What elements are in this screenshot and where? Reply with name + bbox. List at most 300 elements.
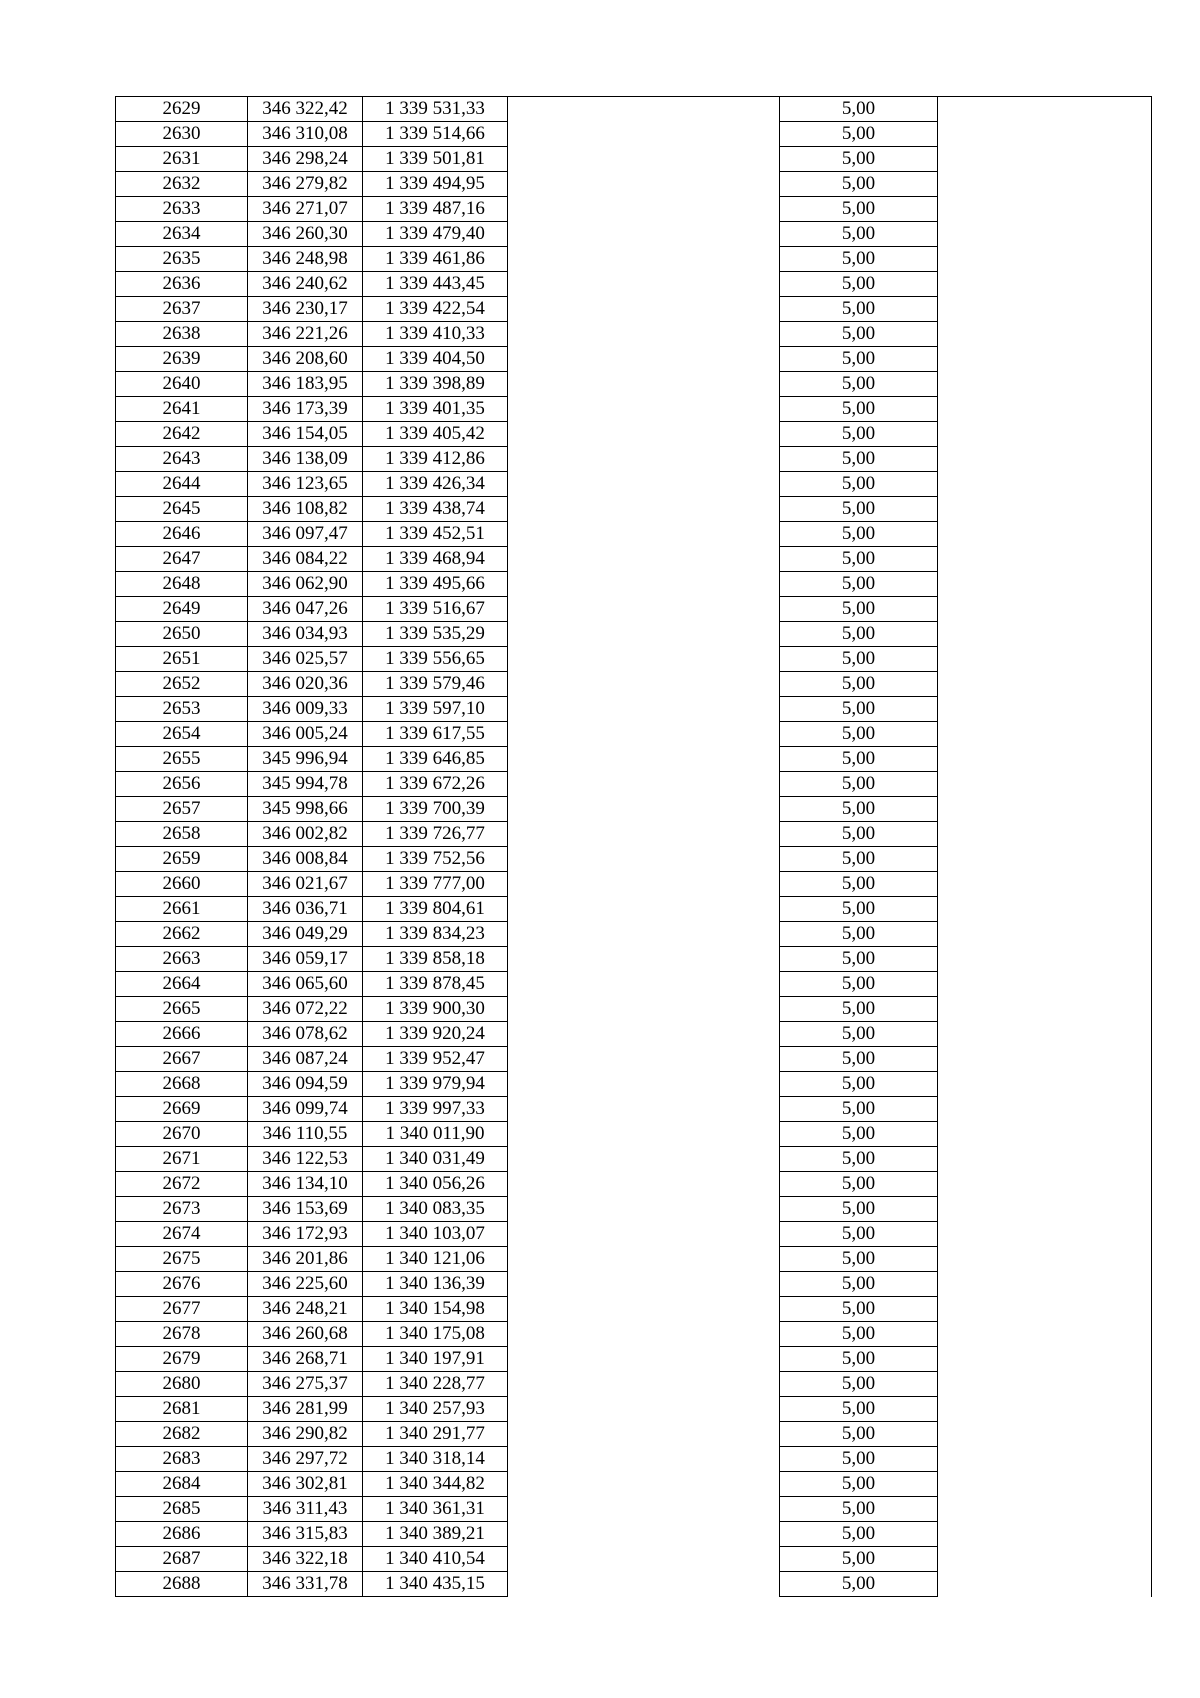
value-cell: 5,00 [780, 1522, 938, 1547]
point-number-cell: 2651 [116, 647, 248, 672]
table-row [116, 1322, 1152, 1347]
x-coordinate-cell: 346 072,22 [248, 997, 363, 1022]
table-row [116, 1047, 1152, 1072]
point-number-cell: 2632 [116, 172, 248, 197]
extra-cell [938, 797, 1152, 822]
x-coordinate-cell: 346 065,60 [248, 972, 363, 997]
description-cell [508, 297, 780, 322]
point-number-cell: 2685 [116, 1497, 248, 1522]
description-cell [508, 1372, 780, 1397]
y-coordinate-cell: 1 339 726,77 [363, 822, 508, 847]
point-number-cell: 2636 [116, 272, 248, 297]
point-number-cell: 2652 [116, 672, 248, 697]
x-coordinate-cell: 346 009,33 [248, 697, 363, 722]
x-coordinate-cell: 346 302,81 [248, 1472, 363, 1497]
x-coordinate-cell: 346 020,36 [248, 672, 363, 697]
description-cell [508, 772, 780, 797]
description-cell [508, 1547, 780, 1572]
value-cell: 5,00 [780, 747, 938, 772]
description-cell [508, 472, 780, 497]
point-number-cell: 2675 [116, 1247, 248, 1272]
table-row [116, 1447, 1152, 1472]
point-number-cell: 2681 [116, 1397, 248, 1422]
x-coordinate-cell: 346 094,59 [248, 1072, 363, 1097]
y-coordinate-cell: 1 339 405,42 [363, 422, 508, 447]
y-coordinate-cell: 1 340 389,21 [363, 1522, 508, 1547]
x-coordinate-cell: 345 996,94 [248, 747, 363, 772]
x-coordinate-cell: 346 310,08 [248, 122, 363, 147]
value-cell: 5,00 [780, 1272, 938, 1297]
point-number-cell: 2672 [116, 1172, 248, 1197]
x-coordinate-cell: 346 049,29 [248, 922, 363, 947]
table-row [116, 447, 1152, 472]
x-coordinate-cell: 345 998,66 [248, 797, 363, 822]
description-cell [508, 372, 780, 397]
description-cell [508, 222, 780, 247]
description-cell [508, 547, 780, 572]
y-coordinate-cell: 1 339 443,45 [363, 272, 508, 297]
x-coordinate-cell: 346 311,43 [248, 1497, 363, 1522]
extra-cell [938, 297, 1152, 322]
point-number-cell: 2645 [116, 497, 248, 522]
value-cell: 5,00 [780, 222, 938, 247]
extra-cell [938, 972, 1152, 997]
y-coordinate-cell: 1 339 514,66 [363, 122, 508, 147]
x-coordinate-cell: 346 062,90 [248, 572, 363, 597]
value-cell: 5,00 [780, 1447, 938, 1472]
extra-cell [938, 1222, 1152, 1247]
point-number-cell: 2637 [116, 297, 248, 322]
description-cell [508, 122, 780, 147]
description-cell [508, 1522, 780, 1547]
extra-cell [938, 772, 1152, 797]
y-coordinate-cell: 1 339 438,74 [363, 497, 508, 522]
x-coordinate-cell: 346 240,62 [248, 272, 363, 297]
table-row [116, 497, 1152, 522]
extra-cell [938, 447, 1152, 472]
x-coordinate-cell: 346 173,39 [248, 397, 363, 422]
extra-cell [938, 422, 1152, 447]
value-cell: 5,00 [780, 397, 938, 422]
y-coordinate-cell: 1 339 516,67 [363, 597, 508, 622]
point-number-cell: 2684 [116, 1472, 248, 1497]
x-coordinate-cell: 346 271,07 [248, 197, 363, 222]
extra-cell [938, 347, 1152, 372]
description-cell [508, 897, 780, 922]
point-number-cell: 2649 [116, 597, 248, 622]
table-row [116, 1347, 1152, 1372]
y-coordinate-cell: 1 340 361,31 [363, 1497, 508, 1522]
value-cell: 5,00 [780, 1547, 938, 1572]
value-cell: 5,00 [780, 172, 938, 197]
x-coordinate-cell: 346 183,95 [248, 372, 363, 397]
description-cell [508, 447, 780, 472]
point-number-cell: 2670 [116, 1122, 248, 1147]
extra-cell [938, 747, 1152, 772]
description-cell [508, 1422, 780, 1447]
point-number-cell: 2674 [116, 1222, 248, 1247]
x-coordinate-cell: 346 047,26 [248, 597, 363, 622]
description-cell [508, 722, 780, 747]
value-cell: 5,00 [780, 322, 938, 347]
y-coordinate-cell: 1 340 011,90 [363, 1122, 508, 1147]
point-number-cell: 2653 [116, 697, 248, 722]
y-coordinate-cell: 1 340 136,39 [363, 1272, 508, 1297]
point-number-cell: 2650 [116, 622, 248, 647]
value-cell: 5,00 [780, 297, 938, 322]
y-coordinate-cell: 1 340 031,49 [363, 1147, 508, 1172]
x-coordinate-cell: 346 087,24 [248, 1047, 363, 1072]
point-number-cell: 2668 [116, 1072, 248, 1097]
extra-cell [938, 1547, 1152, 1572]
point-number-cell: 2677 [116, 1297, 248, 1322]
table-row [116, 947, 1152, 972]
description-cell [508, 1472, 780, 1497]
value-cell: 5,00 [780, 997, 938, 1022]
description-cell [508, 947, 780, 972]
x-coordinate-cell: 346 260,30 [248, 222, 363, 247]
value-cell: 5,00 [780, 1572, 938, 1597]
y-coordinate-cell: 1 340 103,07 [363, 1222, 508, 1247]
extra-cell [938, 547, 1152, 572]
value-cell: 5,00 [780, 1422, 938, 1447]
x-coordinate-cell: 346 298,24 [248, 147, 363, 172]
y-coordinate-cell: 1 339 646,85 [363, 747, 508, 772]
value-cell: 5,00 [780, 1347, 938, 1372]
y-coordinate-cell: 1 339 398,89 [363, 372, 508, 397]
point-number-cell: 2642 [116, 422, 248, 447]
value-cell: 5,00 [780, 97, 938, 122]
coordinates-table-body [116, 97, 1152, 1597]
value-cell: 5,00 [780, 422, 938, 447]
extra-cell [938, 1422, 1152, 1447]
point-number-cell: 2678 [116, 1322, 248, 1347]
description-cell [508, 797, 780, 822]
table-row [116, 297, 1152, 322]
table-row [116, 1497, 1152, 1522]
x-coordinate-cell: 346 315,83 [248, 1522, 363, 1547]
description-cell [508, 1097, 780, 1122]
table-row [116, 1247, 1152, 1272]
description-cell [508, 1322, 780, 1347]
description-cell [508, 147, 780, 172]
extra-cell [938, 147, 1152, 172]
point-number-cell: 2638 [116, 322, 248, 347]
x-coordinate-cell: 346 290,82 [248, 1422, 363, 1447]
table-row [116, 822, 1152, 847]
value-cell: 5,00 [780, 347, 938, 372]
x-coordinate-cell: 346 201,86 [248, 1247, 363, 1272]
x-coordinate-cell: 346 134,10 [248, 1172, 363, 1197]
point-number-cell: 2643 [116, 447, 248, 472]
y-coordinate-cell: 1 339 461,86 [363, 247, 508, 272]
table-row [116, 347, 1152, 372]
description-cell [508, 1022, 780, 1047]
y-coordinate-cell: 1 339 501,81 [363, 147, 508, 172]
extra-cell [938, 372, 1152, 397]
table-row [116, 1297, 1152, 1322]
value-cell: 5,00 [780, 547, 938, 572]
table-row [116, 897, 1152, 922]
y-coordinate-cell: 1 339 535,29 [363, 622, 508, 647]
value-cell: 5,00 [780, 622, 938, 647]
table-row [116, 322, 1152, 347]
table-row [116, 1572, 1152, 1597]
x-coordinate-cell: 346 110,55 [248, 1122, 363, 1147]
extra-cell [938, 172, 1152, 197]
description-cell [508, 247, 780, 272]
extra-cell [938, 622, 1152, 647]
y-coordinate-cell: 1 339 404,50 [363, 347, 508, 372]
extra-cell [938, 1372, 1152, 1397]
value-cell: 5,00 [780, 672, 938, 697]
description-cell [508, 972, 780, 997]
table-row [116, 872, 1152, 897]
value-cell: 5,00 [780, 1297, 938, 1322]
description-cell [508, 622, 780, 647]
description-cell [508, 422, 780, 447]
value-cell: 5,00 [780, 847, 938, 872]
description-cell [508, 172, 780, 197]
point-number-cell: 2666 [116, 1022, 248, 1047]
table-row [116, 397, 1152, 422]
coordinates-table [115, 96, 1152, 1597]
table-row [116, 572, 1152, 597]
extra-cell [938, 1072, 1152, 1097]
value-cell: 5,00 [780, 1372, 938, 1397]
description-cell [508, 522, 780, 547]
y-coordinate-cell: 1 339 422,54 [363, 297, 508, 322]
extra-cell [938, 1097, 1152, 1122]
table-row [116, 247, 1152, 272]
value-cell: 5,00 [780, 372, 938, 397]
description-cell [508, 647, 780, 672]
y-coordinate-cell: 1 339 834,23 [363, 922, 508, 947]
x-coordinate-cell: 346 322,18 [248, 1547, 363, 1572]
value-cell: 5,00 [780, 822, 938, 847]
table-row [116, 1222, 1152, 1247]
y-coordinate-cell: 1 340 056,26 [363, 1172, 508, 1197]
table-row [116, 922, 1152, 947]
extra-cell [938, 872, 1152, 897]
y-coordinate-cell: 1 339 952,47 [363, 1047, 508, 1072]
description-cell [508, 747, 780, 772]
description-cell [508, 197, 780, 222]
point-number-cell: 2686 [116, 1522, 248, 1547]
point-number-cell: 2634 [116, 222, 248, 247]
point-number-cell: 2673 [116, 1197, 248, 1222]
description-cell [508, 1497, 780, 1522]
point-number-cell: 2658 [116, 822, 248, 847]
x-coordinate-cell: 346 099,74 [248, 1097, 363, 1122]
value-cell: 5,00 [780, 522, 938, 547]
y-coordinate-cell: 1 339 920,24 [363, 1022, 508, 1047]
y-coordinate-cell: 1 340 410,54 [363, 1547, 508, 1572]
table-row [116, 547, 1152, 572]
extra-cell [938, 1147, 1152, 1172]
point-number-cell: 2667 [116, 1047, 248, 1072]
table-row [116, 1422, 1152, 1447]
table-row [116, 372, 1152, 397]
description-cell [508, 922, 780, 947]
value-cell: 5,00 [780, 147, 938, 172]
extra-cell [938, 247, 1152, 272]
point-number-cell: 2659 [116, 847, 248, 872]
description-cell [508, 322, 780, 347]
x-coordinate-cell: 346 123,65 [248, 472, 363, 497]
extra-cell [938, 122, 1152, 147]
value-cell: 5,00 [780, 247, 938, 272]
table-row [116, 622, 1152, 647]
extra-cell [938, 1572, 1152, 1597]
description-cell [508, 347, 780, 372]
point-number-cell: 2687 [116, 1547, 248, 1572]
value-cell: 5,00 [780, 1147, 938, 1172]
x-coordinate-cell: 346 021,67 [248, 872, 363, 897]
extra-cell [938, 1322, 1152, 1347]
extra-cell [938, 847, 1152, 872]
description-cell [508, 1072, 780, 1097]
value-cell: 5,00 [780, 122, 938, 147]
point-number-cell: 2639 [116, 347, 248, 372]
table-row [116, 847, 1152, 872]
x-coordinate-cell: 346 248,98 [248, 247, 363, 272]
x-coordinate-cell: 346 059,17 [248, 947, 363, 972]
description-cell [508, 572, 780, 597]
table-row [116, 772, 1152, 797]
description-cell [508, 1172, 780, 1197]
point-number-cell: 2647 [116, 547, 248, 572]
value-cell: 5,00 [780, 1097, 938, 1122]
value-cell: 5,00 [780, 1247, 938, 1272]
table-row [116, 1372, 1152, 1397]
description-cell [508, 1047, 780, 1072]
y-coordinate-cell: 1 339 452,51 [363, 522, 508, 547]
y-coordinate-cell: 1 339 804,61 [363, 897, 508, 922]
x-coordinate-cell: 346 260,68 [248, 1322, 363, 1347]
x-coordinate-cell: 346 297,72 [248, 1447, 363, 1472]
description-cell [508, 497, 780, 522]
value-cell: 5,00 [780, 497, 938, 522]
value-cell: 5,00 [780, 872, 938, 897]
description-cell [508, 97, 780, 122]
point-number-cell: 2671 [116, 1147, 248, 1172]
table-row [116, 1522, 1152, 1547]
value-cell: 5,00 [780, 597, 938, 622]
point-number-cell: 2661 [116, 897, 248, 922]
extra-cell [938, 1397, 1152, 1422]
y-coordinate-cell: 1 339 487,16 [363, 197, 508, 222]
y-coordinate-cell: 1 339 900,30 [363, 997, 508, 1022]
extra-cell [938, 672, 1152, 697]
x-coordinate-cell: 346 230,17 [248, 297, 363, 322]
extra-cell [938, 572, 1152, 597]
extra-cell [938, 897, 1152, 922]
description-cell [508, 1397, 780, 1422]
point-number-cell: 2640 [116, 372, 248, 397]
extra-cell [938, 1247, 1152, 1272]
extra-cell [938, 1347, 1152, 1372]
point-number-cell: 2633 [116, 197, 248, 222]
point-number-cell: 2683 [116, 1447, 248, 1472]
value-cell: 5,00 [780, 1497, 938, 1522]
y-coordinate-cell: 1 339 479,40 [363, 222, 508, 247]
x-coordinate-cell: 346 084,22 [248, 547, 363, 572]
x-coordinate-cell: 346 002,82 [248, 822, 363, 847]
point-number-cell: 2676 [116, 1272, 248, 1297]
point-number-cell: 2664 [116, 972, 248, 997]
table-row [116, 1122, 1152, 1147]
extra-cell [938, 1497, 1152, 1522]
x-coordinate-cell: 346 097,47 [248, 522, 363, 547]
y-coordinate-cell: 1 340 257,93 [363, 1397, 508, 1422]
table-row [116, 97, 1152, 122]
y-coordinate-cell: 1 339 858,18 [363, 947, 508, 972]
y-coordinate-cell: 1 340 197,91 [363, 1347, 508, 1372]
extra-cell [938, 722, 1152, 747]
value-cell: 5,00 [780, 772, 938, 797]
extra-cell [938, 697, 1152, 722]
table-row [116, 1147, 1152, 1172]
extra-cell [938, 1297, 1152, 1322]
value-cell: 5,00 [780, 697, 938, 722]
value-cell: 5,00 [780, 472, 938, 497]
x-coordinate-cell: 346 078,62 [248, 1022, 363, 1047]
description-cell [508, 1147, 780, 1172]
y-coordinate-cell: 1 339 579,46 [363, 672, 508, 697]
point-number-cell: 2688 [116, 1572, 248, 1597]
point-number-cell: 2629 [116, 97, 248, 122]
extra-cell [938, 397, 1152, 422]
y-coordinate-cell: 1 340 344,82 [363, 1472, 508, 1497]
table-row [116, 147, 1152, 172]
description-cell [508, 1222, 780, 1247]
extra-cell [938, 997, 1152, 1022]
value-cell: 5,00 [780, 647, 938, 672]
value-cell: 5,00 [780, 797, 938, 822]
point-number-cell: 2655 [116, 747, 248, 772]
table-row [116, 472, 1152, 497]
value-cell: 5,00 [780, 1072, 938, 1097]
table-row [116, 272, 1152, 297]
table-row [116, 1547, 1152, 1572]
point-number-cell: 2644 [116, 472, 248, 497]
value-cell: 5,00 [780, 1322, 938, 1347]
value-cell: 5,00 [780, 1047, 938, 1072]
x-coordinate-cell: 346 275,37 [248, 1372, 363, 1397]
point-number-cell: 2648 [116, 572, 248, 597]
x-coordinate-cell: 346 154,05 [248, 422, 363, 447]
table-row [116, 1172, 1152, 1197]
extra-cell [938, 822, 1152, 847]
x-coordinate-cell: 346 005,24 [248, 722, 363, 747]
table-row [116, 172, 1152, 197]
x-coordinate-cell: 346 108,82 [248, 497, 363, 522]
x-coordinate-cell: 346 221,26 [248, 322, 363, 347]
table-row [116, 597, 1152, 622]
extra-cell [938, 1047, 1152, 1072]
value-cell: 5,00 [780, 1022, 938, 1047]
point-number-cell: 2663 [116, 947, 248, 972]
point-number-cell: 2646 [116, 522, 248, 547]
x-coordinate-cell: 346 034,93 [248, 622, 363, 647]
description-cell [508, 1247, 780, 1272]
x-coordinate-cell: 346 281,99 [248, 1397, 363, 1422]
x-coordinate-cell: 346 322,42 [248, 97, 363, 122]
extra-cell [938, 97, 1152, 122]
description-cell [508, 1122, 780, 1147]
x-coordinate-cell: 346 025,57 [248, 647, 363, 672]
